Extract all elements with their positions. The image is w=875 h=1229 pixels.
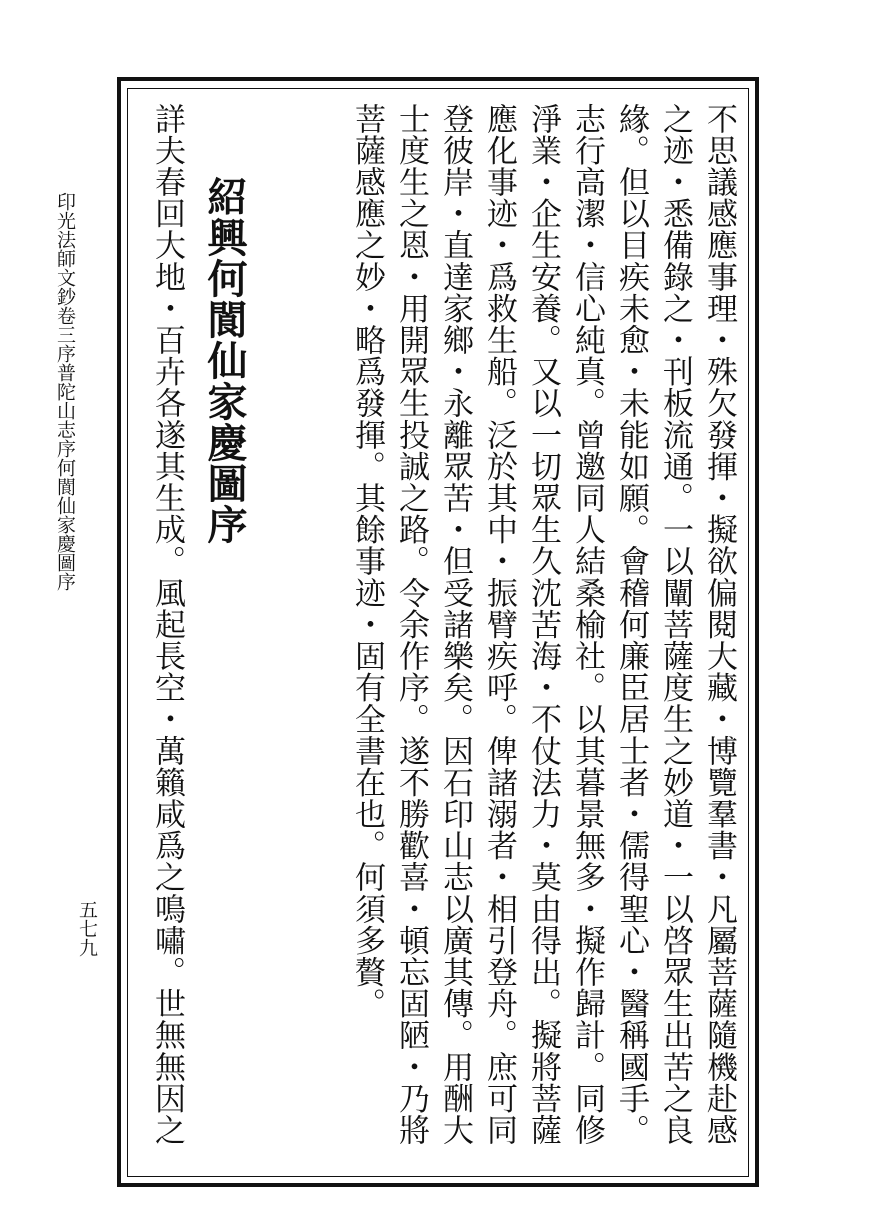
text-column-6: 應化事迹・爲救生船。泛於其中・振臂疾呼。俾諸溺者・相引登舟。庶可同 bbox=[481, 103, 517, 1146]
page-number: 五七九 bbox=[76, 900, 98, 957]
margin-item-1: 普陀山志序 bbox=[54, 363, 76, 458]
text-column-4: 志行高潔・信心純真。曾邀同人結桑榆社。以其暮景無多・擬作歸計。同修 bbox=[569, 103, 605, 1146]
text-column-8: 士度生之恩・用開眾生投誠之路。令余作序。遂不勝歡喜・頓忘固陋・乃將 bbox=[393, 103, 429, 1146]
text-column-9: 菩薩感應之妙・略爲發揮。其餘事迹・固有全書在也。何須多贅。 bbox=[349, 103, 385, 1020]
text-column-2: 之迹・悉備錄之・刊板流通。一以闡菩薩度生之妙道・一以啓眾生出苦之良 bbox=[657, 103, 693, 1146]
margin-book-title: 印光法師文鈔卷三 bbox=[54, 192, 76, 344]
text-column-5: 淨業・企生安養。又以一切眾生久沈苦海・不仗法力・莫由得出。擬將菩薩 bbox=[525, 103, 561, 1146]
margin-header bbox=[54, 192, 102, 591]
text-column-7: 登彼岸・直達家鄉・永離眾苦・但受諸樂矣。因石印山志以廣其傳。用酬大 bbox=[437, 103, 473, 1146]
text-column-10: 詳夫春回大地・百卉各遂其生成。風起長空・萬籟咸爲之鳴嘯。世無無因之 bbox=[149, 103, 185, 1146]
text-column-1: 不思議感應事理・殊欠發揮・擬欲偏閱大藏・博覽羣書・凡屬菩薩隨機赴感 bbox=[701, 103, 737, 1146]
margin-item-2: 何閬仙家慶圖序 bbox=[54, 458, 76, 591]
margin-section: 序 bbox=[54, 344, 76, 363]
text-column-3: 緣。但以目疾未愈・未能如願。會稽何廉臣居士者・儒得聖心・醫稱國手。 bbox=[613, 103, 649, 1146]
essay-title: 紹興何閬仙家慶圖序 bbox=[201, 176, 248, 545]
